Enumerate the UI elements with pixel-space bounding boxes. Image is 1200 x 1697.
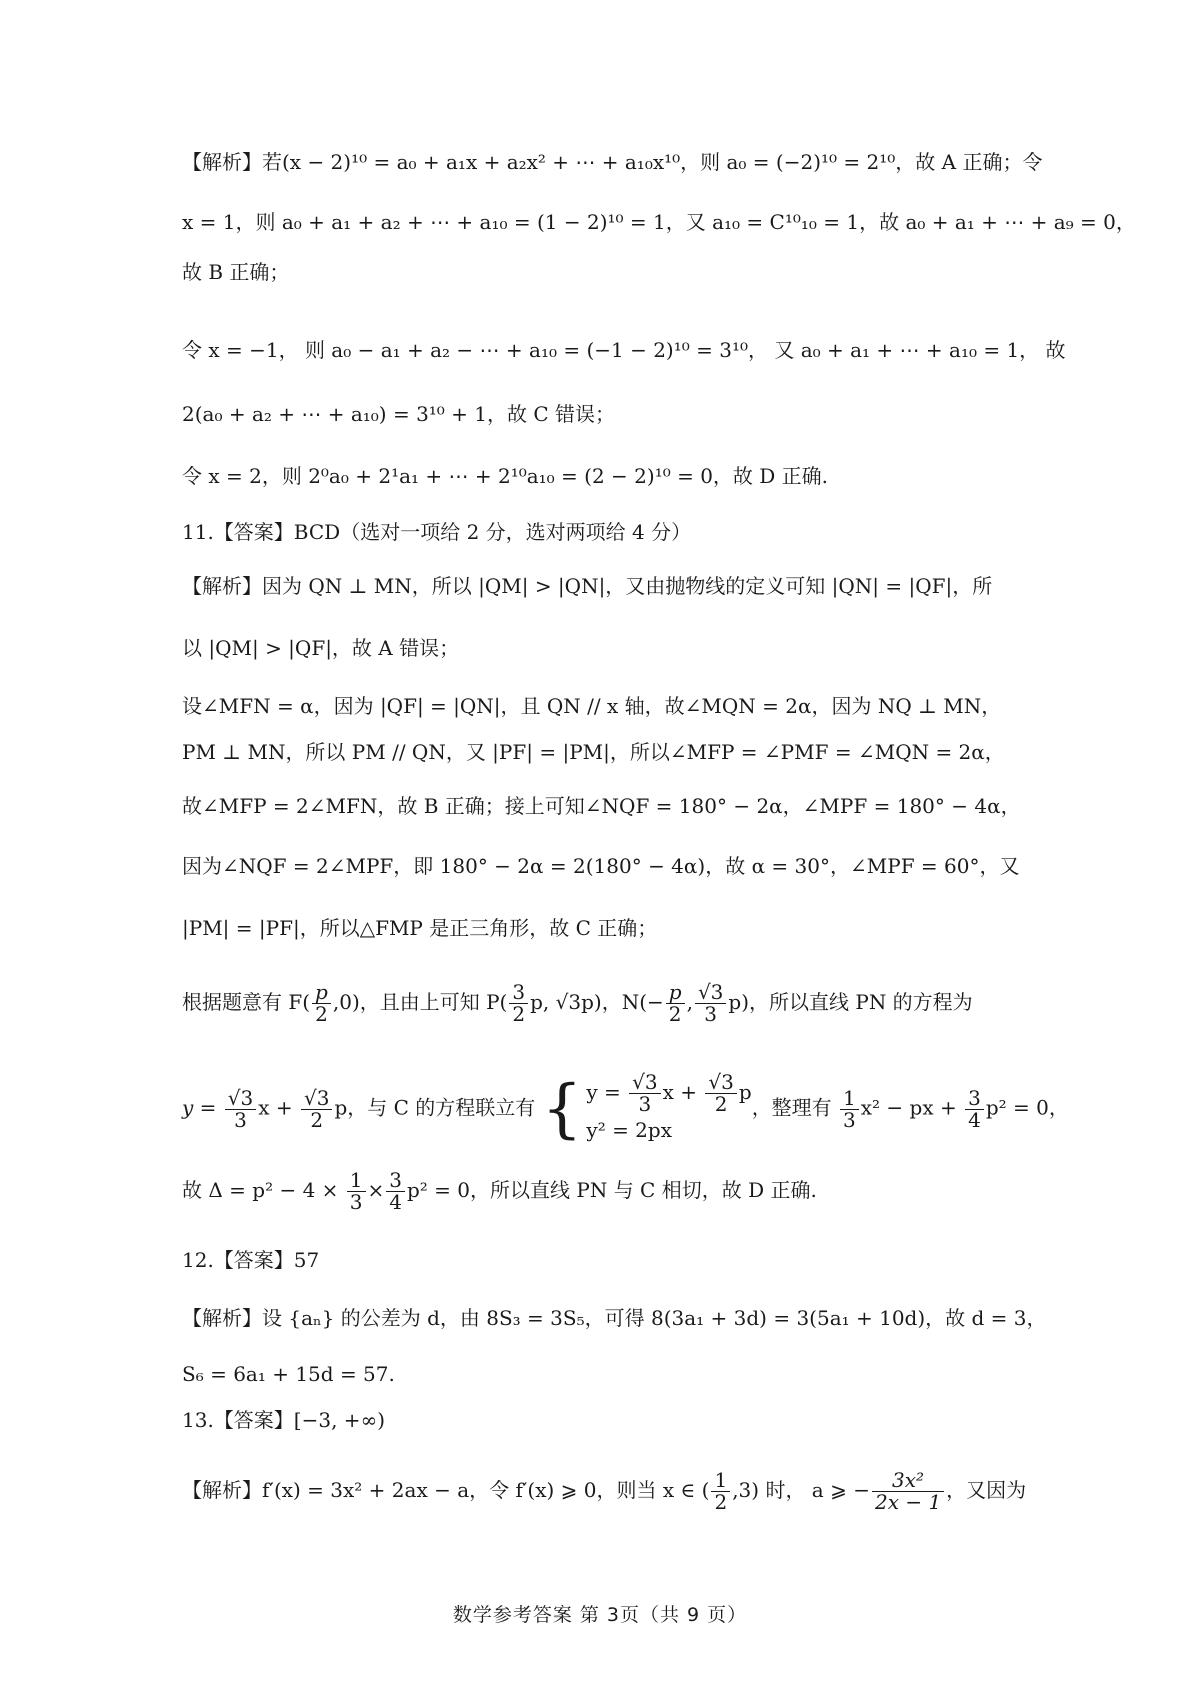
text-line-derivative: 【解析】f′(x) = 3x² + 2ax − a，令 f′(x) ⩾ 0，则当 x ∈ ( $\frac{1}{2}$ ,3) 时， a ⩾ − $\frac{\text{3x²}}{2x - 1}$ ，又因为: [182, 1468, 1027, 1514]
fraction: $\frac{1}{2}$: [711, 1470, 730, 1513]
text-line: 令 x = 2，则 2⁰a₀ + 2¹a₁ + ⋯ + 2¹⁰a₁₀ = (2 − 2)¹⁰ = 0，故 D 正确.: [182, 464, 829, 488]
text-line: 设∠MFN = α，因为 |QF| = |QN|，且 QN // x 轴，故∠MQN = 2α，因为 NQ ⊥ MN，: [182, 694, 1002, 718]
answer-heading-13: 13.【答案】[−3, +∞): [182, 1408, 386, 1432]
fraction: $\frac{3}{2}$: [509, 982, 528, 1025]
text-line: 【解析】若(x − 2)¹⁰ = a₀ + a₁x + a₂x² + ⋯ + a₁₀x¹⁰，则 a₀ = (−2)¹⁰ = 2¹⁰，故 A 正确；令: [182, 150, 1043, 174]
text-line: 故 B 正确；: [182, 260, 290, 284]
text-line: 【解析】设 {aₙ} 的公差为 d，由 8S₃ = 3S₅，可得 8(3a₁ + 3d) = 3(5a₁ + 10d)，故 d = 3，: [182, 1306, 1047, 1330]
text-line: 因为∠NQF = 2∠MPF，即 180° − 2α = 2(180° − 4α)，故 α = 30°，∠MPF = 60°，又: [182, 854, 1020, 878]
fraction: $\frac{1}{3}$: [840, 1088, 859, 1131]
text-line: 【解析】因为 QN ⊥ MN，所以 |QM| > |QN|，又由抛物线的定义可知 |QN| = |QF|，所: [182, 574, 993, 598]
text-line: |PM| = |PF|，所以△FMP 是正三角形，故 C 正确；: [182, 916, 658, 940]
text-line: 令 x = −1， 则 a₀ − a₁ + a₂ − ⋯ + a₁₀ = (−1 − 2)¹⁰ = 3¹⁰， 又 a₀ + a₁ + ⋯ + a₁₀ = 1， 故: [182, 338, 1066, 362]
text-line: 以 |QM| > |QF|，故 A 错误；: [182, 636, 460, 660]
page-footer: 数学参考答案 第 3页（共 9 页）: [452, 1604, 748, 1626]
fraction: $\frac{√3}{3}$: [225, 1088, 256, 1131]
text-line: PM ⊥ MN，所以 PM // QN，又 |PF| = |PM|，所以∠MFP = ∠PMF = ∠MQN = 2α，: [182, 740, 1005, 764]
fraction: $\frac{\text{3x²}}{2x - 1}$: [872, 1470, 944, 1513]
text-line: 2(a₀ + a₂ + ⋯ + a₁₀) = 3¹⁰ + 1，故 C 错误；: [182, 402, 616, 426]
text-line: S₆ = 6a₁ + 15d = 57.: [182, 1362, 395, 1386]
fraction: $\frac{√3}{3}$: [695, 982, 726, 1025]
answer-heading-12: 12.【答案】57: [182, 1248, 320, 1272]
fraction: $\frac{1}{3}$: [347, 1170, 366, 1213]
text-line-system: y = $\frac{√3}{3}$ x + $\frac{√3}{2}$ p，与 C 的方程联立有 { y = $\frac{√3}{3}$ x + $\frac{√3}{2}$ p y² = 2px ，整理有 $\frac{1}{3}$ x² − px + $\frac{3}{4}$ p² = 0，: [182, 1070, 1069, 1146]
fraction: $\frac{p}{2}$: [312, 982, 331, 1025]
text-line-discriminant: 故 Δ = p² − 4 × $\frac{1}{3}$ × $\frac{3}{4}$ p² = 0，所以直线 PN 与 C 相切，故 D 正确.: [182, 1168, 817, 1214]
answer-heading-11: 11.【答案】BCD（选对一项给 2 分，选对两项给 4 分）: [182, 520, 692, 544]
text-line-fractions: 根据题意有 F( $\frac{p}{2}$ ,0)，且由上可知 P( $\frac{3}{2}$ p, √3p)，N(− $\frac{p}{2}$ , $\frac{√3}{3}$ p)，所以直线 PN 的方程为: [182, 980, 973, 1026]
brace-icon: {: [541, 1072, 583, 1146]
fraction: $\frac{√3}{2}$: [301, 1088, 332, 1131]
fraction: $\frac{p}{2}$: [666, 982, 685, 1025]
fraction: $\frac{3}{4}$: [965, 1088, 984, 1131]
text-line: 故∠MFP = 2∠MFN，故 B 正确；接上可知∠NQF = 180° − 2α，∠MPF = 180° − 4α，: [182, 794, 1021, 818]
fraction: $\frac{3}{4}$: [386, 1170, 405, 1213]
equation-system: y = $\frac{√3}{3}$ x + $\frac{√3}{2}$ p y² = 2px: [586, 1070, 752, 1142]
text-line: x = 1，则 a₀ + a₁ + a₂ + ⋯ + a₁₀ = (1 − 2)¹⁰ = 1，又 a₁₀ = C¹⁰₁₀ = 1，故 a₀ + a₁ + ⋯ + a₉ = 0，: [182, 210, 1136, 234]
